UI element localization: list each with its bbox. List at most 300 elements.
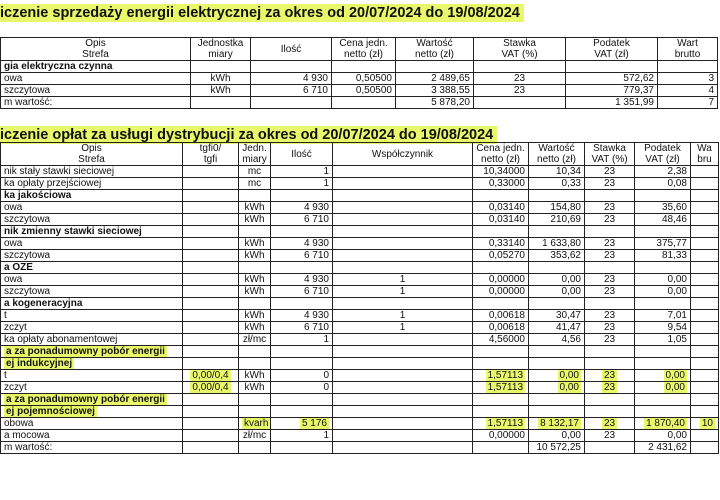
highlighted-value: 1,57113 — [487, 382, 523, 393]
table-cell — [691, 226, 719, 238]
table-cell: mc — [239, 178, 271, 190]
column-header-line: Cena jedn. — [339, 38, 388, 49]
table-cell — [635, 418, 691, 430]
table-cell: 3 388,55 — [396, 85, 474, 97]
table-cell: kWh — [239, 286, 271, 298]
table-cell: 6 710 — [271, 214, 333, 226]
table-cell: 0,33000 — [473, 178, 529, 190]
column-header — [396, 38, 474, 61]
table-cell: 0,00 — [529, 274, 585, 286]
table-cell — [691, 382, 719, 394]
table-cell: 1,05 — [635, 334, 691, 346]
column-header — [474, 38, 566, 61]
table-cell — [333, 406, 473, 418]
highlighted-value: kvarh — [244, 418, 269, 429]
section2-title: iczenie opłat za usługi dystrybucji za okres od 20/07/2024 do 19/08/2024 — [0, 126, 497, 144]
table-cell — [239, 346, 271, 358]
column-header-line: bru — [697, 154, 712, 165]
table-cell — [333, 346, 473, 358]
column-header — [473, 143, 529, 166]
table-cell — [691, 418, 719, 430]
table-cell — [333, 238, 473, 250]
column-header — [691, 143, 719, 166]
table-cell — [271, 190, 333, 202]
table-cell — [566, 61, 658, 73]
table-row — [1, 214, 719, 226]
table-row — [1, 358, 719, 370]
table-cell — [473, 442, 529, 454]
table-row — [1, 202, 719, 214]
table-cell — [333, 190, 473, 202]
highlighted-value: 0,00/0,4 — [192, 382, 229, 393]
table-cell — [271, 406, 333, 418]
highlighted-value: 23 — [603, 370, 616, 381]
table-cell: 6 710 — [251, 85, 332, 97]
column-header-line: Jedn. — [242, 143, 267, 154]
table-cell: 0,00 — [529, 286, 585, 298]
highlighted-value: a za ponadumowny pobór energii — [6, 394, 165, 405]
column-header-line: netto (zł) — [537, 154, 576, 165]
table-cell — [529, 226, 585, 238]
table-cell — [333, 262, 473, 274]
table-cell: 23 — [585, 178, 635, 190]
table-cell — [183, 190, 239, 202]
column-header-line: Wa — [697, 143, 712, 154]
table-cell — [183, 250, 239, 262]
table-cell — [691, 286, 719, 298]
table-cell — [183, 166, 239, 178]
column-header — [1, 38, 191, 61]
table-cell: 0,00 — [635, 430, 691, 442]
table-cell: 0,08 — [635, 178, 691, 190]
table-cell: 23 — [585, 334, 635, 346]
table-cell: 4 930 — [271, 274, 333, 286]
table-cell — [529, 190, 585, 202]
table-cell — [529, 346, 585, 358]
table-cell: kWh — [239, 214, 271, 226]
column-header-line: Strefa — [78, 154, 105, 165]
table-row — [1, 322, 719, 334]
table-cell — [1, 346, 183, 358]
table-cell — [473, 382, 529, 394]
table-cell — [333, 418, 473, 430]
table-cell: kWh — [239, 322, 271, 334]
table-cell — [183, 238, 239, 250]
highlighted-value: 23 — [603, 418, 616, 429]
table-cell — [529, 298, 585, 310]
table-cell — [239, 394, 271, 406]
table-cell — [691, 274, 719, 286]
table-row — [1, 97, 718, 109]
column-header-line: netto (zł) — [344, 49, 383, 60]
column-header — [635, 143, 691, 166]
table-cell — [635, 406, 691, 418]
table-cell: 0,00 — [529, 430, 585, 442]
highlighted-value: 10 — [701, 418, 713, 429]
table-cell — [691, 238, 719, 250]
table-cell — [183, 178, 239, 190]
table-cell — [635, 358, 691, 370]
table-cell: 0,00000 — [473, 274, 529, 286]
table-cell — [183, 202, 239, 214]
table-cell — [635, 262, 691, 274]
table-cell: 23 — [585, 238, 635, 250]
table-cell: szczytowa — [1, 286, 183, 298]
table-cell: 1 — [271, 334, 333, 346]
table-row — [1, 262, 719, 274]
table-cell: 2 489,65 — [396, 73, 474, 85]
table-cell — [271, 346, 333, 358]
table-cell: kWh — [191, 73, 251, 85]
column-header-line: Stawka — [593, 143, 626, 154]
table-header-row — [1, 143, 719, 166]
table-cell: 23 — [585, 322, 635, 334]
table-cell — [691, 358, 719, 370]
table-cell — [585, 298, 635, 310]
table-cell: zł/mc — [239, 430, 271, 442]
table-cell: a kogeneracyjna — [1, 298, 183, 310]
column-header — [239, 143, 271, 166]
table-cell — [691, 190, 719, 202]
table-cell: 41,47 — [529, 322, 585, 334]
table-cell — [333, 442, 473, 454]
table-row — [1, 334, 719, 346]
column-header — [191, 38, 251, 61]
highlighted-value: a za ponadumowny pobór energii — [6, 346, 165, 357]
table-cell — [183, 382, 239, 394]
table-cell — [473, 226, 529, 238]
highlighted-value: 0,00 — [665, 382, 685, 393]
column-header — [585, 143, 635, 166]
column-header-line: VAT (zł) — [645, 154, 680, 165]
table-cell: 81,33 — [635, 250, 691, 262]
table-cell — [473, 358, 529, 370]
column-header-line: tgfi0/ — [199, 143, 222, 154]
table-cell — [271, 226, 333, 238]
table-cell: ka opłaty przejściowej — [1, 178, 183, 190]
table-cell — [585, 394, 635, 406]
table-cell — [183, 274, 239, 286]
table-cell — [183, 226, 239, 238]
table-cell — [183, 442, 239, 454]
table-cell — [691, 442, 719, 454]
table-cell — [691, 310, 719, 322]
table-cell — [585, 358, 635, 370]
table-cell — [691, 166, 719, 178]
table-cell — [635, 346, 691, 358]
table-row — [1, 406, 719, 418]
table-cell — [529, 358, 585, 370]
table-cell: 2 431,62 — [635, 442, 691, 454]
table-cell: owa — [1, 202, 183, 214]
table-cell: 48,46 — [635, 214, 691, 226]
table-cell: 7,01 — [635, 310, 691, 322]
table-cell — [585, 406, 635, 418]
table-cell — [474, 97, 566, 109]
table-cell — [183, 418, 239, 430]
table-cell — [183, 262, 239, 274]
table-cell: 23 — [585, 214, 635, 226]
table-cell: kWh — [239, 370, 271, 382]
column-header — [658, 38, 718, 61]
table-row — [1, 238, 719, 250]
column-header — [183, 143, 239, 166]
table-cell: t — [1, 310, 183, 322]
table-cell — [635, 298, 691, 310]
table-cell — [473, 370, 529, 382]
table-row — [1, 190, 719, 202]
table-cell: 3 — [658, 73, 718, 85]
table-cell — [333, 430, 473, 442]
table-cell: 30,47 — [529, 310, 585, 322]
table-row — [1, 394, 719, 406]
table-cell — [529, 406, 585, 418]
table-cell: gia elektryczna czynna — [1, 61, 191, 73]
table-cell — [333, 358, 473, 370]
table-cell: 2,38 — [635, 166, 691, 178]
table-cell — [239, 358, 271, 370]
column-header-line: Jednostka — [197, 38, 244, 49]
table-row — [1, 178, 719, 190]
table-cell — [271, 298, 333, 310]
table-row — [1, 370, 719, 382]
highlighted-value: 1 870,40 — [646, 418, 685, 429]
column-header-line: netto (zł) — [415, 49, 454, 60]
table-cell — [529, 262, 585, 274]
table-cell: 23 — [585, 274, 635, 286]
table-cell — [1, 394, 183, 406]
table-cell: zczyt — [1, 322, 183, 334]
table-cell: 353,62 — [529, 250, 585, 262]
column-header-line: Wart — [677, 38, 698, 49]
table-cell: 1 633,80 — [529, 238, 585, 250]
table-cell: 0,33 — [529, 178, 585, 190]
column-header-line: miary — [208, 49, 233, 60]
table-row — [1, 61, 718, 73]
table-cell: 0 — [271, 370, 333, 382]
table-cell — [691, 250, 719, 262]
table-cell: 6 710 — [271, 322, 333, 334]
table-cell: 23 — [585, 430, 635, 442]
highlighted-value: 5 176 — [301, 418, 327, 429]
table-cell — [585, 442, 635, 454]
table-row — [1, 85, 718, 97]
table-cell — [691, 346, 719, 358]
table-cell: kWh — [239, 310, 271, 322]
table-cell — [183, 214, 239, 226]
table-cell: 779,37 — [566, 85, 658, 97]
table-row — [1, 442, 719, 454]
table-row — [1, 73, 718, 85]
table-cell — [473, 394, 529, 406]
table-cell — [239, 262, 271, 274]
table-cell: 0,00000 — [473, 430, 529, 442]
column-header-line: Wartość — [416, 38, 453, 49]
table-cell: owa — [1, 238, 183, 250]
table-cell: szczytowa — [1, 214, 183, 226]
table-cell — [239, 298, 271, 310]
table-cell — [183, 298, 239, 310]
table-cell: 4 930 — [271, 310, 333, 322]
highlighted-value: 23 — [603, 382, 616, 393]
column-header-line: miary — [242, 154, 267, 165]
highlighted-value: 8 132,17 — [540, 418, 579, 429]
table-cell — [585, 190, 635, 202]
table-cell: 35,60 — [635, 202, 691, 214]
highlighted-value: 0,00 — [665, 370, 685, 381]
table-cell — [396, 61, 474, 73]
table-cell — [271, 358, 333, 370]
table-cell — [635, 190, 691, 202]
table-cell: 0,00 — [635, 274, 691, 286]
table-cell — [183, 394, 239, 406]
table-cell — [333, 166, 473, 178]
table-cell — [333, 298, 473, 310]
column-header-line: VAT (%) — [591, 154, 628, 165]
table-cell: a mocowa — [1, 430, 183, 442]
table-cell: mc — [239, 166, 271, 178]
table-cell — [691, 322, 719, 334]
table-cell — [473, 190, 529, 202]
table-cell — [585, 262, 635, 274]
table-cell — [183, 406, 239, 418]
table-cell: 1 — [333, 310, 473, 322]
table-cell — [473, 406, 529, 418]
table-cell — [1, 406, 183, 418]
table-cell — [183, 358, 239, 370]
table-row — [1, 274, 719, 286]
table-cell: 0,33140 — [473, 238, 529, 250]
table-cell — [333, 214, 473, 226]
table-cell: m wartość: — [1, 442, 183, 454]
table-cell — [183, 430, 239, 442]
table-cell: 1 — [333, 274, 473, 286]
table-cell — [191, 61, 251, 73]
table-row — [1, 250, 719, 262]
table-cell: 0 — [271, 382, 333, 394]
table-row — [1, 430, 719, 442]
table-cell — [183, 322, 239, 334]
table-cell: 4,56000 — [473, 334, 529, 346]
table-cell: 23 — [585, 166, 635, 178]
table-cell: m wartość: — [1, 97, 191, 109]
table-cell: 1 — [271, 430, 333, 442]
column-header-line: VAT (%) — [501, 49, 538, 60]
section1-title: iczenie sprzedaży energii elektrycznej za okres od 20/07/2024 do 19/08/2024 — [0, 4, 524, 22]
table-cell — [271, 418, 333, 430]
table-cell — [239, 442, 271, 454]
table-cell: szczytowa — [1, 250, 183, 262]
table-cell — [635, 370, 691, 382]
table-cell — [635, 226, 691, 238]
table-cell — [529, 382, 585, 394]
table-cell: kWh — [239, 274, 271, 286]
table-cell — [183, 310, 239, 322]
table-cell — [239, 418, 271, 430]
table-cell — [691, 334, 719, 346]
table-cell — [271, 442, 333, 454]
table-cell — [251, 97, 332, 109]
column-header-line: VAT (zł) — [594, 49, 629, 60]
table-cell: 4 — [658, 85, 718, 97]
table-cell: 6 710 — [271, 286, 333, 298]
table-cell — [529, 370, 585, 382]
table-cell: 4,56 — [529, 334, 585, 346]
table-cell — [239, 190, 271, 202]
highlighted-value: 0,00 — [559, 370, 579, 381]
table-cell — [333, 202, 473, 214]
table-cell: 572,62 — [566, 73, 658, 85]
table-cell: 210,69 — [529, 214, 585, 226]
table-header-row — [1, 38, 718, 61]
table-cell: 10,34 — [529, 166, 585, 178]
table-cell: 23 — [585, 202, 635, 214]
table-cell — [271, 394, 333, 406]
table-cell: owa — [1, 73, 191, 85]
table-cell: 6 710 — [271, 250, 333, 262]
table-cell — [691, 298, 719, 310]
table-cell — [332, 97, 396, 109]
table-cell — [529, 394, 585, 406]
table-cell: owa — [1, 274, 183, 286]
table-row — [1, 382, 719, 394]
table-cell: 10,34000 — [473, 166, 529, 178]
column-header-line: Stawka — [503, 38, 536, 49]
table-cell — [691, 202, 719, 214]
column-header — [529, 143, 585, 166]
column-header-line: Opis — [81, 143, 102, 154]
table-cell: 1 — [333, 286, 473, 298]
table-cell: 154,80 — [529, 202, 585, 214]
table-cell — [635, 394, 691, 406]
table-cell — [691, 178, 719, 190]
table-cell — [333, 382, 473, 394]
table-cell: 0,03140 — [473, 202, 529, 214]
table-cell: 1 — [333, 322, 473, 334]
table-cell — [1, 358, 183, 370]
table-cell — [191, 97, 251, 109]
table-cell: 0,03140 — [473, 214, 529, 226]
table-cell — [473, 346, 529, 358]
column-header-line: Podatek — [644, 143, 681, 154]
column-header-line: Strefa — [82, 49, 109, 60]
table-row — [1, 418, 719, 430]
table-cell — [474, 61, 566, 73]
table-cell — [529, 418, 585, 430]
column-header — [251, 38, 332, 61]
table-row — [1, 286, 719, 298]
highlighted-value: 1,57113 — [487, 418, 523, 429]
table-cell: 0,00618 — [473, 310, 529, 322]
table-cell — [183, 370, 239, 382]
table-cell — [585, 346, 635, 358]
table-cell: 1 — [271, 166, 333, 178]
table-cell: 23 — [474, 73, 566, 85]
table-cell — [473, 418, 529, 430]
table-cell — [333, 370, 473, 382]
table-cell — [473, 262, 529, 274]
table-cell: t — [1, 370, 183, 382]
table-cell — [473, 298, 529, 310]
column-header-line: Ilość — [291, 148, 312, 160]
table-row — [1, 310, 719, 322]
column-header — [333, 143, 473, 166]
table-cell — [183, 286, 239, 298]
table-cell: a OZE — [1, 262, 183, 274]
column-header-line: Wartość — [538, 143, 575, 154]
column-header — [1, 143, 183, 166]
column-header-line: Podatek — [593, 38, 630, 49]
